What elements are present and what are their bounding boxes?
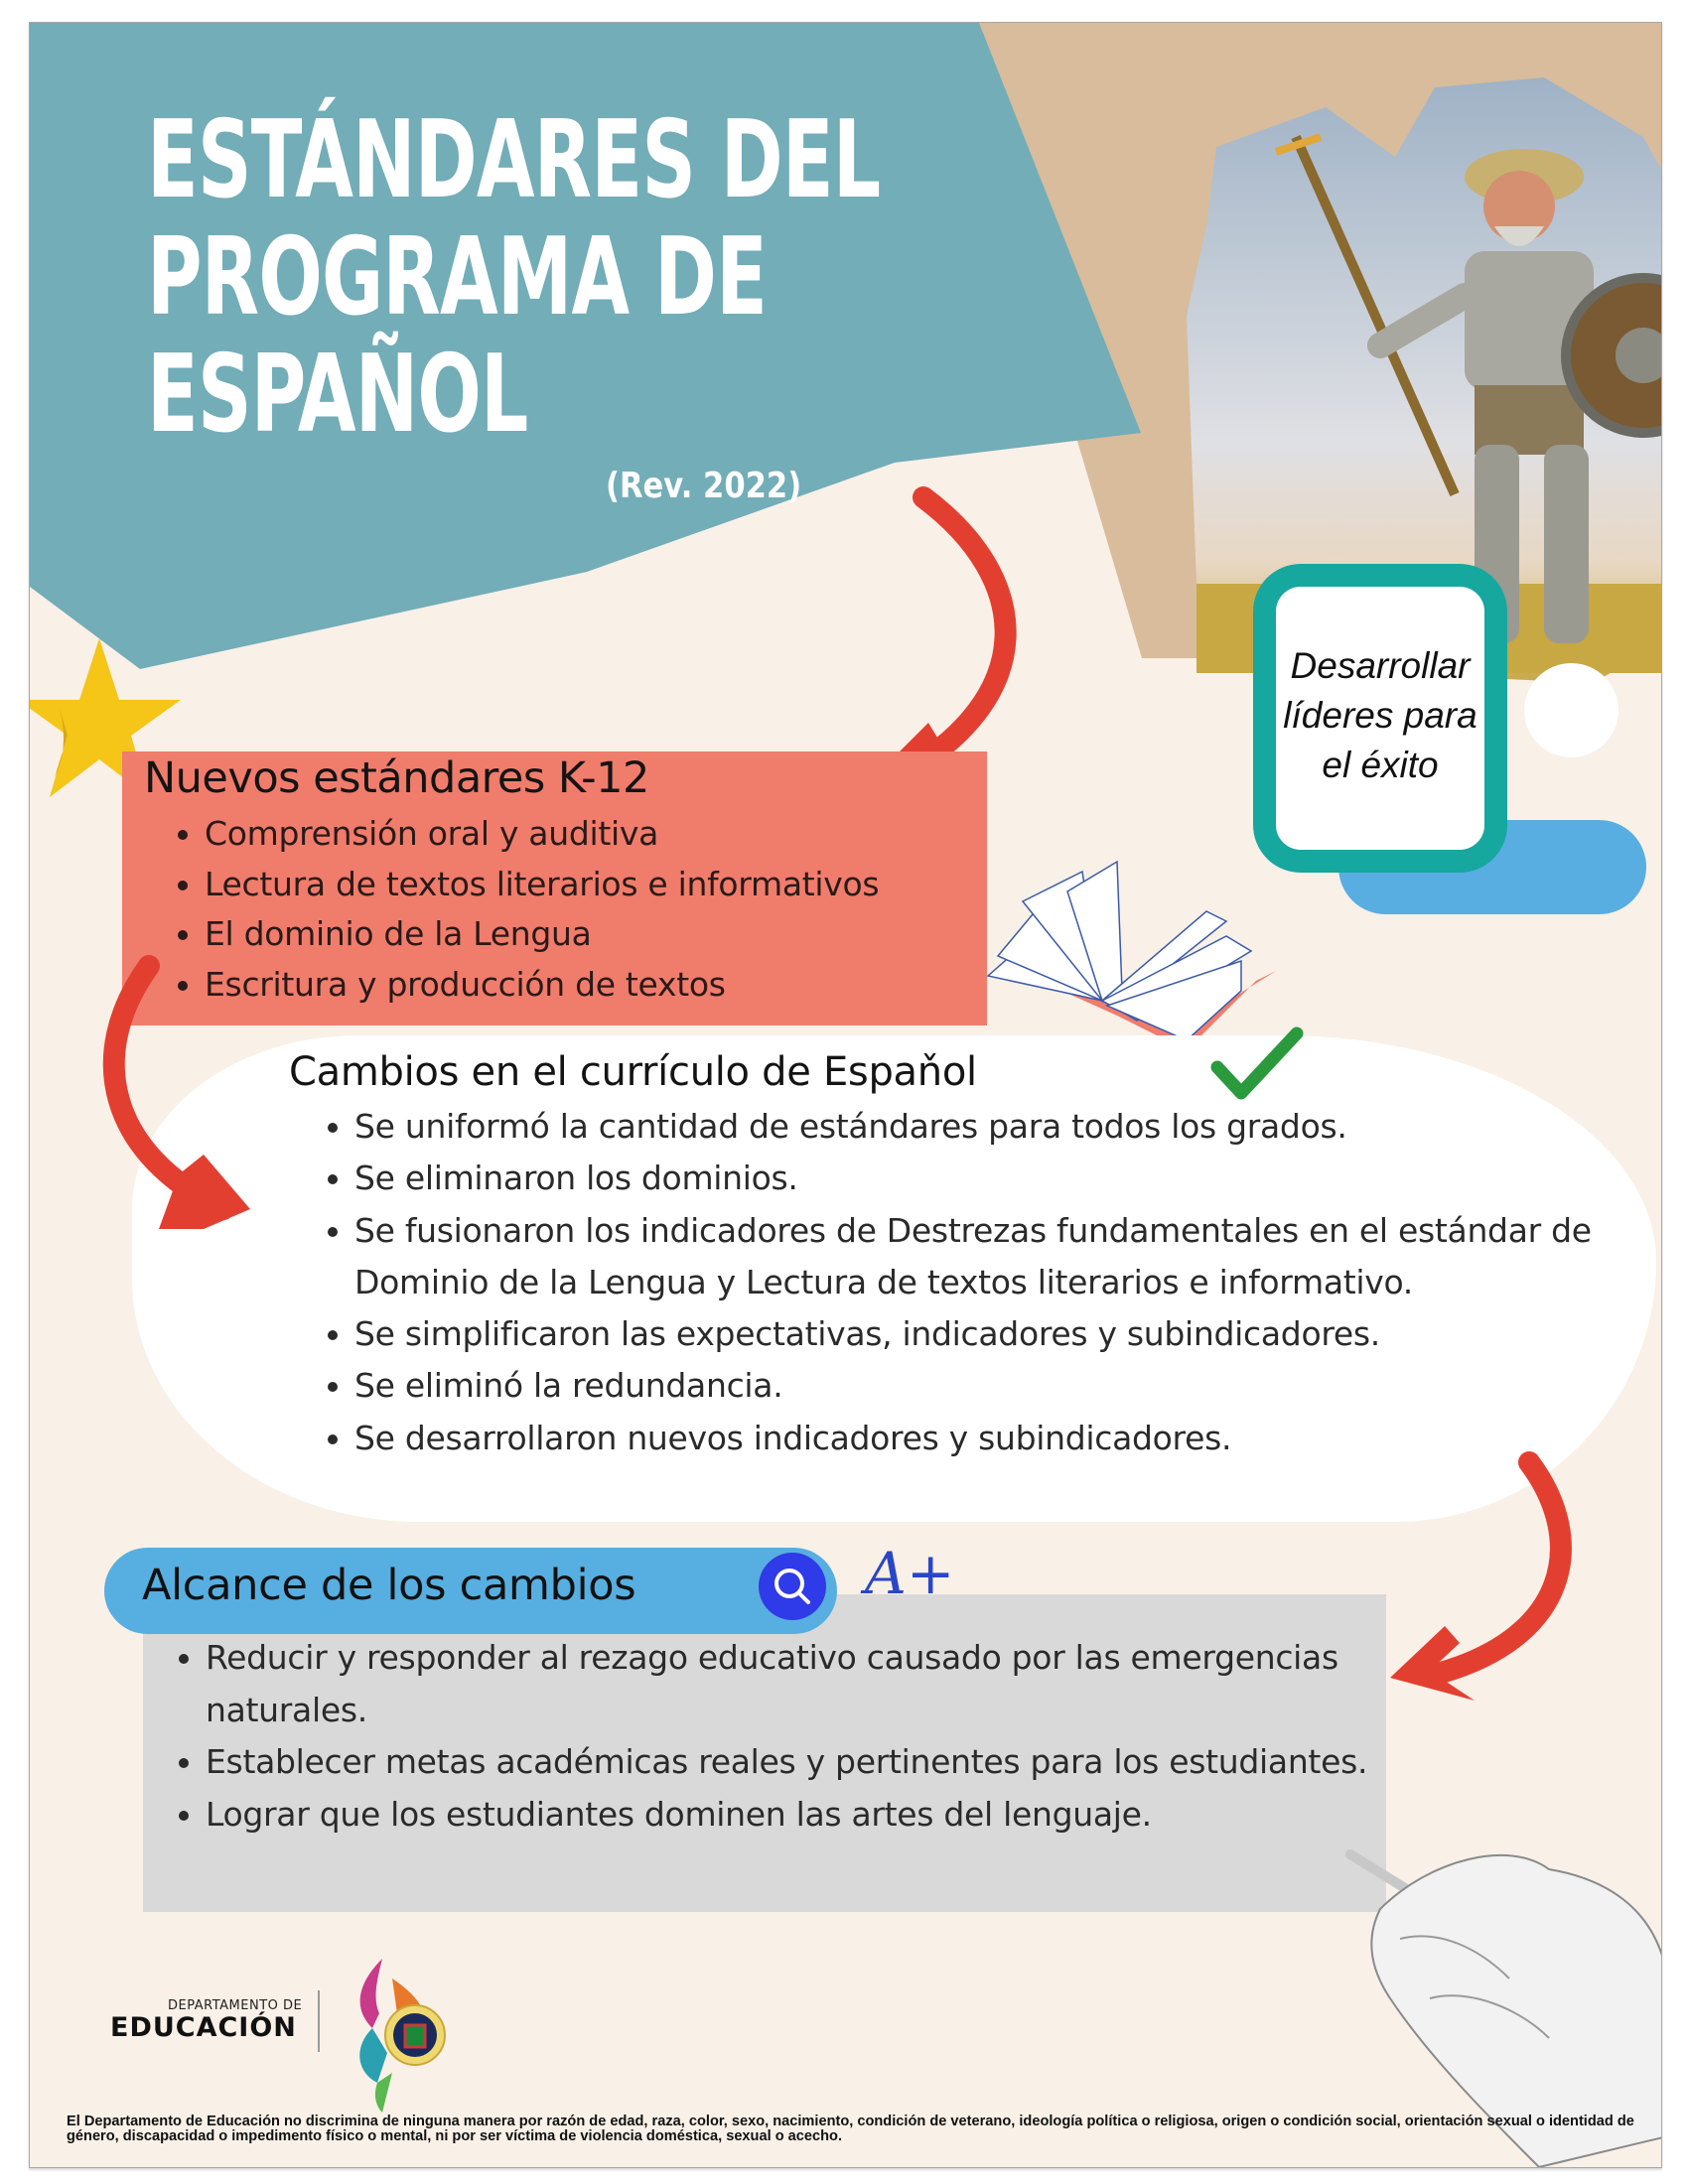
non-discrimination-disclaimer: El Departamento de Educación no discrimina de ninguna manera por razón de edad, raza, color, sexo, nacimiento, condición de veterano, ideología política o religiosa, origen o condición social, orientación sexual o identidad de género, discapacidad o impedimento físico o mental, ni por ser víctima de violencia doméstica, sexual o acecho. <box>67 2114 1634 2144</box>
list-item: • Reducir y responder al rezago educativo causado por las emergencias naturales. <box>206 1632 1377 1736</box>
list-item: • Se eliminaron los dominios. <box>354 1153 1645 1204</box>
alcance-title: Alcance de los cambios <box>142 1561 636 1610</box>
nuevos-title: Nuevos estándares K-12 <box>144 753 649 803</box>
list-item: • Se eliminó la redundancia. <box>354 1360 1645 1412</box>
list-item: • Escritura y producción de textos <box>205 960 879 1011</box>
grade-a-plus-mark: A+ <box>865 1540 955 1607</box>
logo-divider <box>318 1990 320 2052</box>
list-item: • Lograr que los estudiantes dominen las artes del lenguaje. <box>206 1789 1377 1842</box>
revision-label: (Rev. 2022) <box>606 466 802 506</box>
puerto-rico-government-logo <box>348 1954 457 2113</box>
list-item: • El dominio de la Lengua <box>205 909 879 960</box>
list-item: • Se uniformó la cantidad de estándares para todos los grados. <box>354 1101 1645 1153</box>
dept-logo-text: EDUCACIÓN <box>110 2012 297 2043</box>
search-icon <box>759 1553 826 1620</box>
page-title: ESTÁNDARES DEL PROGRAMA DE ESPAÑOL <box>147 98 881 457</box>
list-item: • Se desarrollaron nuevos indicadores y subindicadores. <box>354 1413 1645 1464</box>
list-item: • Comprensión oral y auditiva <box>205 809 879 860</box>
list-item: • Lectura de textos literarios e informativos <box>205 860 879 910</box>
leader-card-text: Desarrollar líderes para el éxito <box>1283 645 1477 785</box>
alcance-list <box>176 1632 1377 1841</box>
list-item: • Se fusionaron los indicadores de Destrezas fundamentales en el estándar de Dominio de la Lengua y Lectura de textos literarios e informativo. <box>354 1205 1645 1309</box>
dept-logo-small-text: DEPARTAMENTO DE <box>168 1998 303 2013</box>
list-item: • Se simplificaron las expectativas, indicadores y subindicadores. <box>354 1308 1645 1360</box>
poster <box>29 22 1662 2168</box>
list-item: • Establecer metas académicas reales y pertinentes para los estudiantes. <box>206 1736 1377 1789</box>
cambios-title: Cambios en el currículo de Espaňol <box>289 1049 977 1095</box>
